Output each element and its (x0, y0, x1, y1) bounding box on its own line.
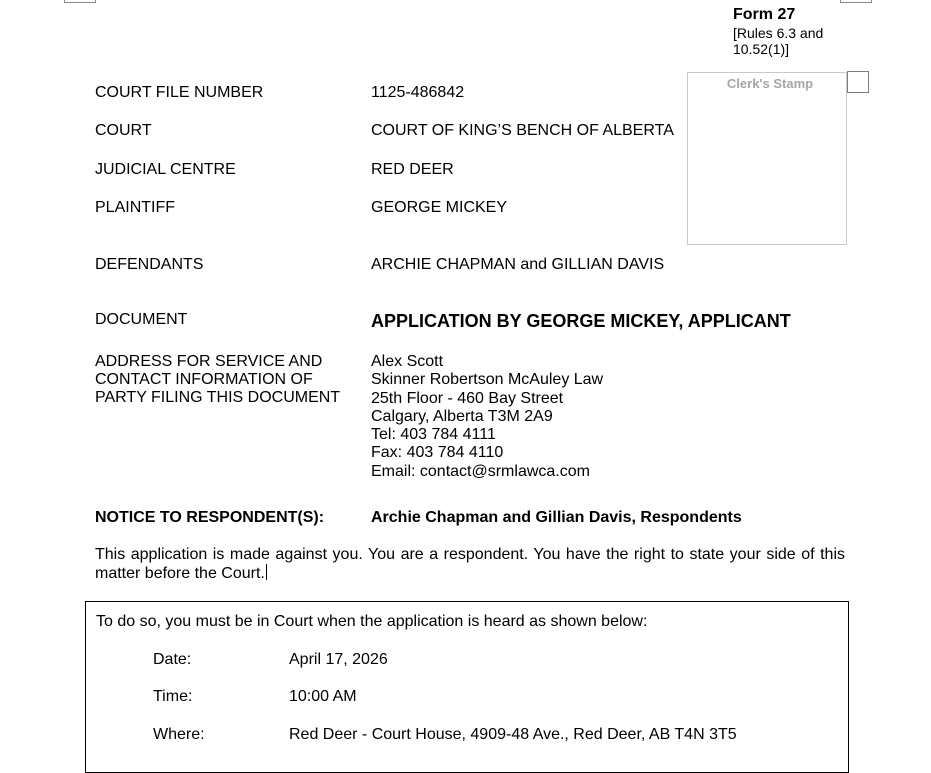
address-for-service-label (95, 353, 340, 407)
contact-information (371, 353, 603, 481)
address-label-line: PARTY FILING THIS DOCUMENT (95, 389, 341, 406)
court-value: COURT OF KING’S BENCH OF ALBERTA (371, 122, 674, 139)
judicial-centre-value: RED DEER (371, 161, 454, 178)
hearing-where-label: Where: (153, 726, 205, 743)
crop-mark-left (64, 0, 96, 3)
contact-firm: Skinner Robertson McAuley Law (371, 371, 604, 389)
notice-to-respondents-label: NOTICE TO RESPONDENT(S): (95, 509, 325, 526)
court-label: COURT (95, 122, 152, 139)
plaintiff-value: GEORGE MICKEY (371, 199, 508, 216)
crop-mark-right (840, 0, 872, 3)
contact-name: Alex Scott (371, 353, 444, 370)
clerks-stamp-box (687, 72, 847, 245)
address-label-line: ADDRESS FOR SERVICE AND (95, 353, 323, 370)
hearing-where-value: Red Deer - Court House, 4909-48 Ave., Red Deer, AB T4N 3T5 (289, 726, 737, 743)
notice-paragraph-text: This application is made against you. You are a respondent. You have the right to state your side of this matter before the Court. (95, 546, 845, 582)
form-number: Form 27 (733, 6, 796, 23)
contact-street: 25th Floor - 460 Bay Street (371, 389, 564, 407)
clerks-stamp-label: Clerk's Stamp (726, 76, 814, 91)
hearing-date-label: Date: (153, 651, 192, 668)
document-label: DOCUMENT (95, 311, 188, 328)
text-box-resize-handle[interactable] (847, 71, 869, 93)
judicial-centre-label: JUDICIAL CENTRE (95, 161, 236, 178)
court-file-number-label: COURT FILE NUMBER (95, 84, 264, 101)
notice-to-respondents-value: Archie Chapman and Gillian Davis, Respondents (371, 509, 742, 526)
hearing-time-label: Time: (153, 688, 193, 705)
text-cursor (266, 564, 267, 580)
contact-tel: Tel: 403 784 4111 (371, 426, 496, 444)
court-file-number-value: 1125-486842 (371, 84, 465, 101)
hearing-details-box (85, 601, 849, 773)
hearing-date-value: April 17, 2026 (289, 651, 388, 668)
address-label-line: CONTACT INFORMATION OF (95, 371, 313, 388)
document-title: APPLICATION BY GEORGE MICKEY, APPLICANT (371, 311, 791, 331)
defendants-value: ARCHIE CHAPMAN and GILLIAN DAVIS (371, 256, 665, 273)
contact-email: Email: contact@srmlawca.com (371, 462, 590, 480)
contact-city: Calgary, Alberta T3M 2A9 (371, 407, 553, 425)
plaintiff-label: PLAINTIFF (95, 199, 176, 216)
defendants-label: DEFENDANTS (95, 256, 204, 273)
form-rules: [Rules 6.3 and 10.52(1)] (733, 25, 824, 57)
contact-fax: Fax: 403 784 4110 (371, 444, 504, 462)
notice-paragraph[interactable] (95, 545, 845, 583)
hearing-intro: To do so, you must be in Court when the application is heard as shown below: (96, 613, 648, 630)
hearing-time-value: 10:00 AM (289, 688, 357, 705)
